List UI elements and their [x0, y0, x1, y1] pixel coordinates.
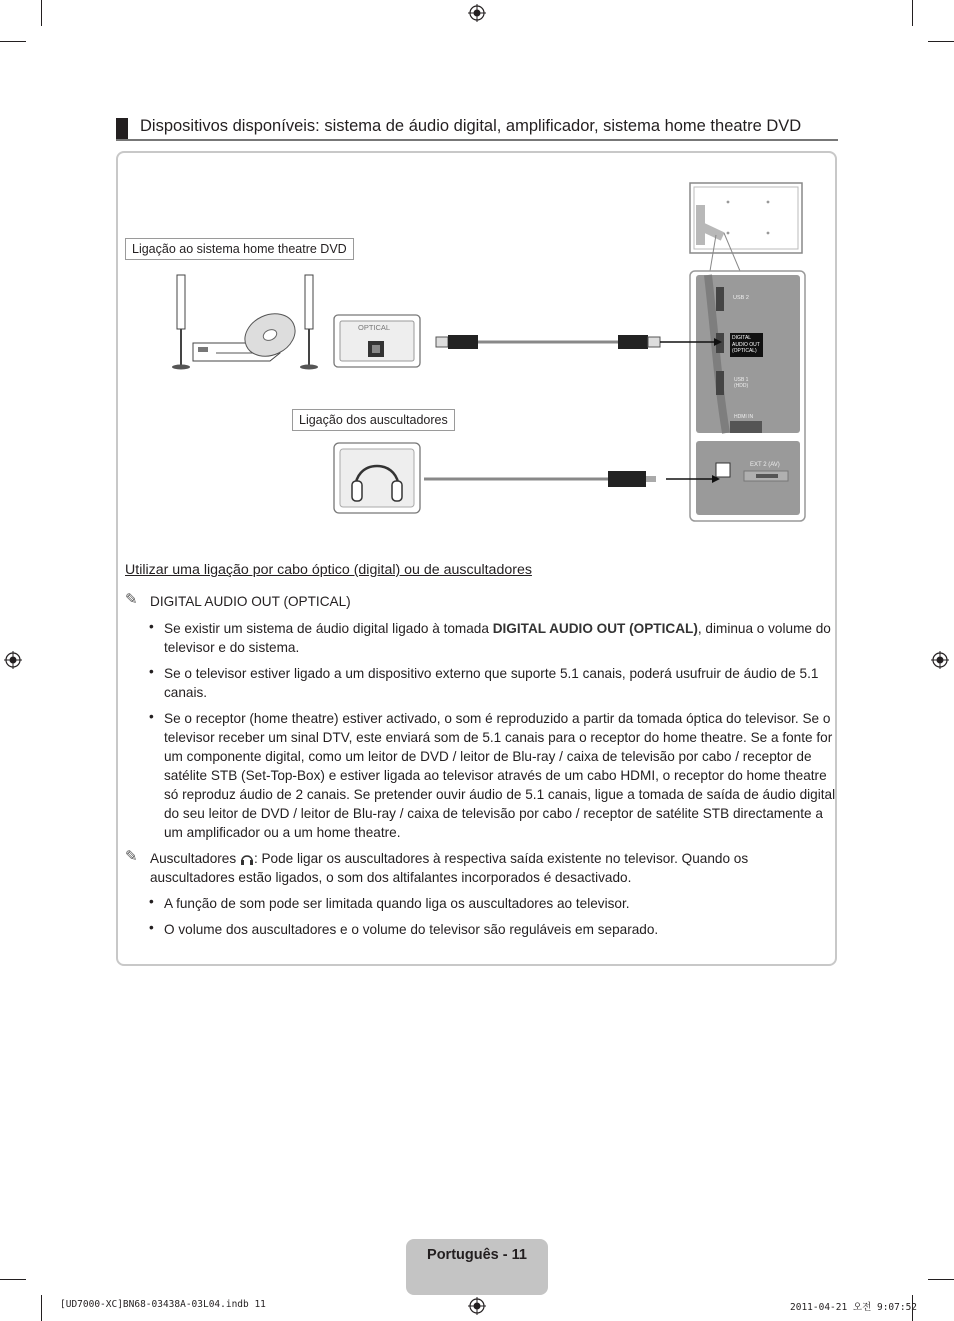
- bullet-text: , diminua o volume do televisor e do sistema.: [164, 621, 831, 655]
- registration-mark-icon: [931, 651, 949, 669]
- crop-mark: [41, 0, 42, 26]
- home-theatre-icon: [172, 275, 318, 370]
- bullet-marker: •: [149, 664, 154, 679]
- footer-date-info: 2011-04-21 오전 9:07:52: [790, 1302, 918, 1313]
- heading-marker: [116, 118, 128, 139]
- bullet-text: Se existir um sistema de áudio digital ligado à tomada: [164, 621, 493, 636]
- section-heading: [116, 117, 838, 141]
- crop-mark: [928, 1279, 954, 1280]
- headphones-box-icon: [334, 443, 420, 513]
- note2-title: Auscultadores: [150, 851, 237, 866]
- usb1-line: USB 1: [734, 377, 749, 383]
- registration-mark-icon: [468, 4, 486, 22]
- ext2-label: EXT 2 (AV): [750, 462, 780, 468]
- note2-bullet-1: A função de som pode ser limitada quando liga os auscultadores ao televisor.: [164, 896, 630, 911]
- usb2-label: USB 2: [733, 295, 749, 301]
- bullet-marker: •: [149, 920, 154, 935]
- digital-audio-out-line: DIGITAL: [732, 335, 752, 341]
- heading-text: Dispositivos disponíveis: sistema de áudio digital, amplificador, sistema home theatre DVD: [140, 117, 802, 135]
- note2-bullet-2: O volume dos auscultadores e o volume do televisor são reguláveis em separado.: [164, 922, 659, 937]
- section-title: Utilizar uma ligação por cabo óptico (digital) ou de auscultadores: [125, 562, 532, 578]
- bullet-marker: •: [149, 619, 154, 634]
- headphone-cable: [424, 471, 720, 487]
- page-label: Português - 11: [427, 1247, 527, 1263]
- pencil-note-icon: ✎: [125, 848, 138, 865]
- digital-audio-out-line: (OPTICAL): [732, 348, 757, 354]
- headphone-icon: [240, 852, 254, 865]
- usb1-label: [734, 377, 748, 389]
- registration-mark-icon: [468, 1297, 486, 1315]
- note1-bullet-1: [164, 619, 836, 657]
- tv-rear-icon: [690, 183, 802, 271]
- digital-audio-out-label: [732, 335, 760, 355]
- diagram-graphics: [120, 175, 820, 525]
- crop-mark: [912, 0, 913, 26]
- optical-cable: [436, 335, 722, 349]
- digital-audio-out-line: AUDIO OUT: [732, 341, 760, 348]
- heading-rule: [116, 139, 838, 141]
- crop-mark: [41, 1295, 42, 1321]
- bullet-bold-text: DIGITAL AUDIO OUT (OPTICAL): [492, 621, 698, 636]
- label-headphones-connection: Ligação dos auscultadores: [292, 409, 455, 431]
- bullet-marker: •: [149, 894, 154, 909]
- footer-file-info: [UD7000-XC]BN68-03438A-03L04.indb 11: [60, 1299, 266, 1310]
- note-title-digital-audio-out: DIGITAL AUDIO OUT (OPTICAL): [150, 594, 351, 609]
- note1-bullet-3: Se o receptor (home theatre) estiver activado, o som é reproduzido a partir da tomada óptica do televisor. Se o televisor receber um sinal DTV, este enviará som de 5.1 canais para o receptor do home theatre. Se a fonte for um componente digital, como um leitor de DVD / leitor de Blu-ray / caixa de televisão por cabo / receptor de satélite STB (Set-Top-Box) e estiver ligada ao televisor através de um cabo HDMI, o receptor do home theatre só reproduz áudio de 2 canais. Se pretender ouvir áudio de 5.1 canais, ligue a tomada de saída de áudio digital do seu leitor de DVD / leitor de Blu-ray / caixa de televisão por cabo / receptor de satélite STB directamente a um amplificador ou a um home theatre.: [164, 711, 836, 840]
- hdmi-in-label: HDMI IN: [734, 414, 754, 420]
- tv-panel-icon: [690, 271, 805, 521]
- page-number-tab: [406, 1239, 548, 1295]
- label-dvd-connection: Ligação ao sistema home theatre DVD: [125, 238, 354, 260]
- crop-mark: [0, 41, 26, 42]
- usb1-line: (HDD): [734, 383, 749, 389]
- note1-bullet-2: Se o televisor estiver ligado a um dispositivo externo que suporte 5.1 canais, poderá usufruir de áudio de 5.1 canais.: [164, 666, 819, 700]
- connection-diagram: [120, 175, 820, 525]
- note2-text: : Pode ligar os auscultadores à respectiva saída existente no televisor. Quando os auscultadores estão ligados, o som dos altifalantes incorporados é desactivado.: [150, 851, 749, 885]
- registration-mark-icon: [4, 651, 22, 669]
- pencil-note-icon: ✎: [125, 591, 138, 608]
- optical-label: OPTICAL: [358, 323, 391, 332]
- crop-mark: [0, 1279, 26, 1280]
- note2-paragraph: [150, 849, 830, 887]
- crop-mark: [928, 41, 954, 42]
- bullet-marker: •: [149, 709, 154, 724]
